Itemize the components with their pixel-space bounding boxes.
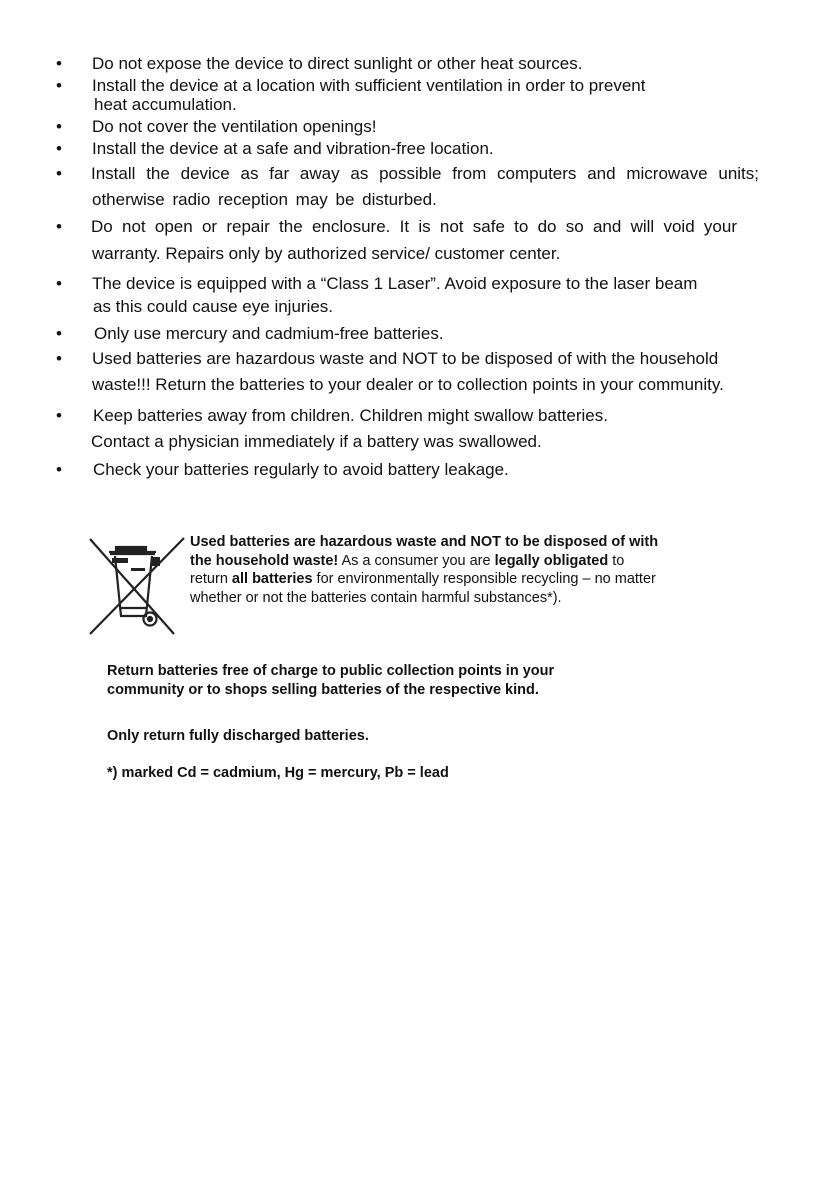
list-item-text-continued: warranty. Repairs only by authorized service/ customer center. <box>92 244 561 263</box>
notice-text: As a consumer you are <box>338 552 495 569</box>
list-item-text: Install the device as far away as possible from computers and microwave units; <box>91 164 759 183</box>
bullet-icon: • <box>56 117 62 136</box>
list-item-text: Install the device at a safe and vibration-free location. <box>92 139 494 158</box>
list-item-text: Do not cover the ventilation openings! <box>92 117 377 136</box>
list-item-text: Do not open or repair the enclosure. It is not safe to do so and will void your <box>91 217 737 236</box>
bullet-icon: • <box>56 460 62 479</box>
bullet-icon: • <box>56 76 62 95</box>
notice-all-batteries: all batteries <box>231 571 313 588</box>
footnote: *) marked Cd = cadmium, Hg = mercury, Pb = lead <box>107 765 449 781</box>
bullet-icon: • <box>56 139 62 158</box>
list-item-text: Do not expose the device to direct sunlight or other heat sources. <box>92 54 583 73</box>
list-item-text: Install the device at a location with sufficient ventilation in order to prevent <box>92 76 646 95</box>
crossed-out-wheelie-bin-icon <box>86 536 186 636</box>
return-batteries-info: Return batteries free of charge to public collection points in your community or to shops selling batteries of the respective kind. <box>107 663 555 698</box>
list-item-text-continued: Contact a physician immediately if a battery was swallowed. <box>91 432 542 451</box>
bullet-icon: • <box>56 274 62 293</box>
bullet-icon: • <box>56 324 62 343</box>
list-item-text-continued: waste!!! Return the batteries to your dealer or to collection points in your community. <box>92 375 724 394</box>
notice-text: for environmentally responsible recycling – no matter whether or not the batteries contain harmful substances*). <box>190 571 656 606</box>
list-item-text-continued: otherwise radio reception may be disturbed. <box>92 190 437 209</box>
list-item-text: Check your batteries regularly to avoid battery leakage. <box>93 460 509 479</box>
bullet-icon: • <box>56 217 62 236</box>
list-item-text: Keep batteries away from children. Children might swallow batteries. <box>93 406 608 425</box>
notice-text: to return <box>190 552 625 588</box>
list-item-text-continued: as this could cause eye injuries. <box>93 297 334 316</box>
bullet-icon: • <box>56 406 62 425</box>
discharge-note: Only return fully discharged batteries. <box>107 728 369 744</box>
list-item-text: The device is equipped with a “Class 1 Laser”. Avoid exposure to the laser beam <box>92 274 698 293</box>
notice-legally-obligated: legally obligated <box>494 552 609 569</box>
list-item-text-continued: heat accumulation. <box>94 95 237 114</box>
notice-bold-statement: Used batteries are hazardous waste and NOT to be disposed of with the household waste! <box>190 534 659 569</box>
battery-disposal-notice <box>190 533 660 607</box>
list-item-text: Only use mercury and cadmium-free batteries. <box>94 324 444 343</box>
bullet-icon: • <box>56 164 62 183</box>
bullet-icon: • <box>56 349 62 368</box>
bullet-icon: • <box>56 54 62 73</box>
list-item-text: Used batteries are hazardous waste and NOT to be disposed of with the household <box>92 349 719 368</box>
